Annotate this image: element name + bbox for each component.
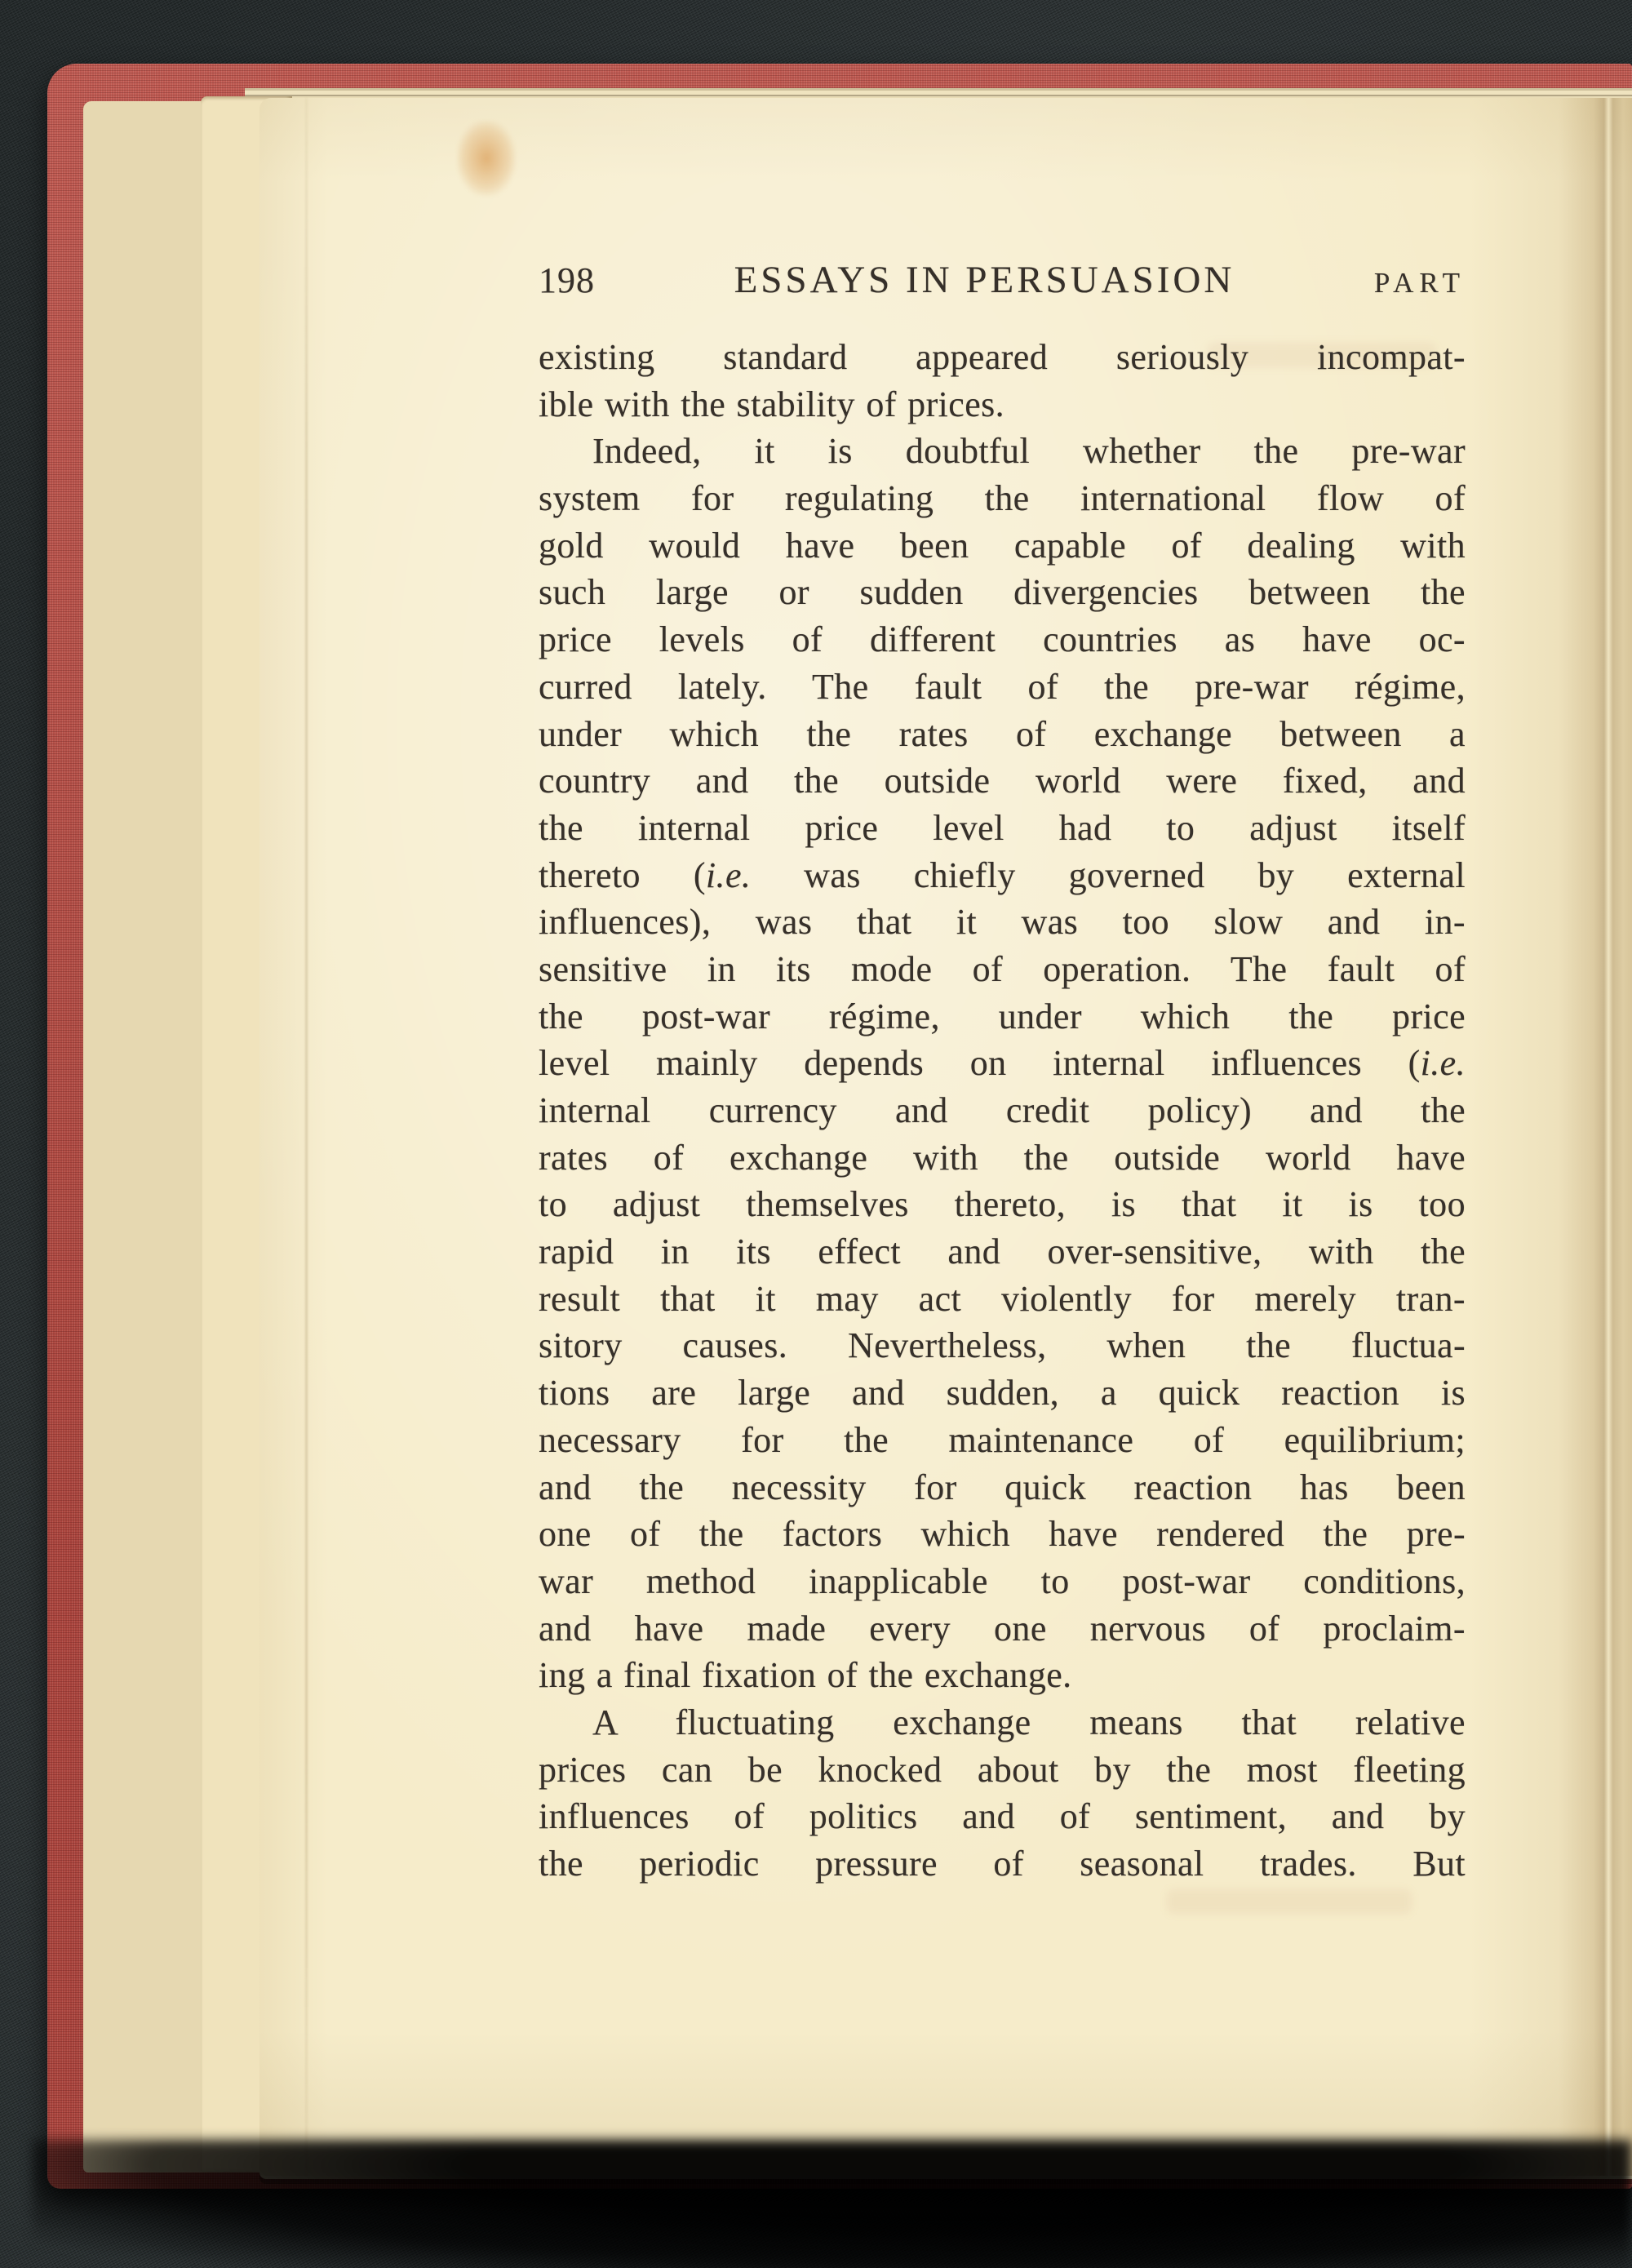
text-segment: necessary for the maintenance of equilibrium; (539, 1419, 1466, 1460)
part-label: PART (1373, 267, 1466, 299)
text-line (539, 1511, 1466, 1558)
text-segment: to adjust themselves thereto, is that it is too (539, 1184, 1466, 1225)
text-segment: war method inapplicable to post-war conditions, (539, 1560, 1466, 1601)
foxing-stain (457, 121, 516, 196)
text-segment: and have made every one nervous of proclaim- (539, 1608, 1466, 1649)
text-line (539, 852, 1466, 899)
text-line (539, 334, 1466, 381)
text-segment: level mainly depends on internal influences ( (539, 1043, 1421, 1084)
text-segment: system for regulating the international flow of (539, 478, 1466, 519)
text-line (539, 1134, 1466, 1182)
text-line (539, 475, 1466, 522)
text-segment: the internal price level had to adjust itself (539, 807, 1466, 848)
text-segment: ible with the stability of prices. (539, 384, 1005, 424)
text-segment: result that it may act violently for merely tran- (539, 1278, 1466, 1319)
text-segment: sitory causes. Nevertheless, when the fluctua- (539, 1325, 1466, 1366)
showthrough-mark (1167, 1889, 1412, 1914)
text-line (539, 428, 1466, 475)
text-segment: country and the outside world were fixed, and (539, 761, 1466, 801)
text-line (539, 616, 1466, 664)
text-line (539, 1369, 1466, 1417)
text-line (539, 1322, 1466, 1369)
text-segment: existing standard appeared seriously incompat- (539, 337, 1466, 377)
text-segment: rapid in its effect and over-sensitive, with the (539, 1232, 1466, 1272)
text-segment: under which the rates of exchange between a (539, 713, 1466, 754)
text-line (539, 805, 1466, 852)
text-line (539, 946, 1466, 993)
text-line (539, 1652, 1466, 1699)
text-line (539, 1746, 1466, 1794)
text-segment: influences of politics and of sentiment, and by (539, 1796, 1466, 1837)
text-line (539, 1840, 1466, 1888)
text-segment: such large or sudden divergencies between the (539, 572, 1466, 613)
italic-text: i.e. (1420, 1043, 1466, 1084)
page-number: 198 (539, 260, 595, 300)
text-line (539, 664, 1466, 711)
text-line (539, 1228, 1466, 1276)
text-segment: Indeed, it is doubtful whether the pre-war (592, 431, 1466, 472)
text-segment: gold would have been capable of dealing with (539, 525, 1466, 566)
text-segment: ing a final fixation of the exchange. (539, 1655, 1072, 1696)
text-segment: the post-war régime, under which the price (539, 996, 1466, 1036)
text-segment: curred lately. The fault of the pre-war régime, (539, 666, 1466, 707)
text-segment: rates of exchange with the outside world have (539, 1137, 1466, 1178)
text-line (539, 1087, 1466, 1134)
text-segment: sensitive in its mode of operation. The fault of (539, 948, 1466, 989)
text-line (539, 1181, 1466, 1228)
text-line (539, 1605, 1466, 1653)
text-segment: and the necessity for quick reaction has been (539, 1467, 1466, 1507)
text-line (539, 899, 1466, 946)
text-line (539, 757, 1466, 805)
body-text (539, 334, 1466, 1888)
text-line (539, 522, 1466, 570)
page-crease (305, 98, 308, 2176)
text-segment: was chiefly governed by external (751, 854, 1466, 895)
text-segment: A fluctuating exchange means that relative (592, 1702, 1466, 1742)
book-bottom-shadow (33, 2140, 1632, 2268)
text-segment: influences), was that it was too slow and in- (539, 902, 1466, 943)
text-segment: the periodic pressure of seasonal trades. But (539, 1844, 1466, 1884)
text-line (539, 993, 1466, 1041)
text-segment: internal currency and credit policy) and the (539, 1090, 1466, 1130)
running-title: ESSAYS IN PERSUASION (734, 259, 1235, 301)
text-line (539, 1699, 1466, 1746)
text-segment: price levels of different countries as have oc- (539, 619, 1466, 660)
text-segment: tions are large and sudden, a quick reaction is (539, 1373, 1466, 1414)
text-block (539, 258, 1466, 1888)
text-line (539, 1276, 1466, 1323)
text-line (539, 1040, 1466, 1087)
running-head (539, 258, 1466, 305)
text-line (539, 1558, 1466, 1605)
text-line (539, 1464, 1466, 1511)
page-gutter (1559, 98, 1632, 2176)
text-line (539, 381, 1466, 428)
text-line (539, 569, 1466, 616)
italic-text: i.e. (705, 854, 752, 895)
text-line (539, 711, 1466, 758)
text-segment: one of the factors which have rendered the pre- (539, 1514, 1466, 1555)
text-line (539, 1793, 1466, 1840)
text-segment: thereto ( (539, 854, 706, 895)
text-line (539, 1417, 1466, 1464)
text-segment: prices can be knocked about by the most fleeting (539, 1749, 1466, 1790)
